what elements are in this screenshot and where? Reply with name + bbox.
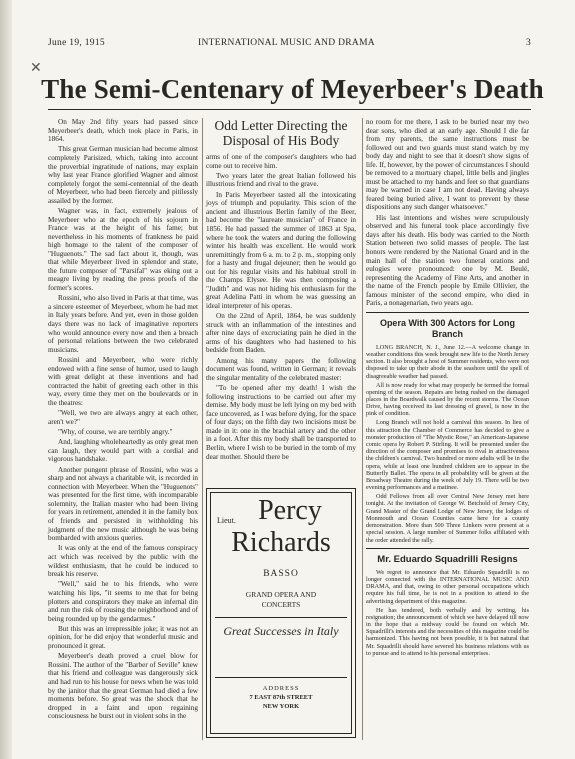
paragraph: And, laughing wholeheartedly as only great men can laugh, they would part with a cordial and vigorous handshake. [48,438,198,464]
binding-gutter [0,0,12,759]
ad-last-name: Richards [231,527,331,558]
ad-address-label: ADDRESS [262,685,300,692]
paragraph: "Well," said he to his friends, who were watching his lips, "it seems to me that for being plotters and conspirators they make an infernal din and run the risk of rousing the neighborhood and of being rounded up by the gendarmes." [48,580,198,623]
section-rule [366,548,529,549]
ad-specialty-1: GRAND OPERA AND [245,590,317,599]
section-rule [366,312,529,313]
ad-tagline: Great Successes in Italy [223,624,339,638]
paragraph: "Well, we two are always angry at each other, aren't we?" [48,409,198,426]
headline-rule [48,109,531,110]
paragraph: But this was an irrepressible joke; it was not an opinion, for he did enjoy that wonderful music and pronounced it great. [48,624,198,651]
paragraph: Another pungent phrase of Rossini, who was a sharp and not always a charitable wit, is recorded in connection with Meyerbeer. When the "Huguenots" was presented for the first time, with incomparable solemnity, the Italian master who had been living for years in retirement, attended it in the family box of friends and persisted in withholding his judgment of the new music although he was being bombarded with anxious queries. [48,465,198,543]
paragraph: All is now ready for what may properly be termed the formal opening of the season. Repairs are being rushed on the damaged places in the Boardwalk caused by the recent storms. The Ocean Drive, having received its last dressing of gravel, is now in the pink of condition. [366,381,529,418]
magazine-title: INTERNATIONAL MUSIC AND DRAMA [198,38,375,48]
paragraph: On the 22nd of April, 1864, he was suddenly struck with an inflammation of the intestines and after nine days of excruciating pain he died in the arms of his daughters who had hastened to his bedside from Baden. [206,312,356,355]
sub-heading: Odd Letter Directing the Disposal of His Body [214,118,348,148]
ad-voice-type: BASSO [263,569,299,579]
paragraph: Wagner was, in fact, extremely jealous of Meyerbeer who at the epoch of his sojourn in France was at the height of his fame; but nevertheless in his moments of frankness he paid high homage to the talent of the composer of "Huguenots." The sad fact about it, though, was that while Meyerbeer lived in splendor and state, the future composer of "Parsifal" was eking out a meagre living by reading the press proofs of the former's scores. [48,207,198,292]
paragraph: "To be opened after my death! I wish the following instructions to be carried out after my demise. My body must be left lying on my bed with face uncovered, as I was before dying, for the space of four days; on the fifth day two incisions must be made in it: one in the brachial artery and the other in a foot. After this my body shall be transported to Berlin, where I wish to be buried in the tomb of my dear mother. Should there be [206,384,356,461]
paragraph: Rossini and Meyerbeer, who were richly endowed with a fine sense of humor, used to laugh with great delight at these inventions and had contracted the habit of greeting each other in this way, every time they met on the boulevards or in the theatres: [48,355,198,407]
issue-date: June 19, 1915 [48,38,105,48]
opera-heading: Opera With 300 Actors for Long Branch [379,317,516,339]
article-column-1 [48,118,198,723]
article-column-3 [366,118,529,659]
paragraph: arms of one of the composer's daughters who had come out to receive him. [206,153,356,170]
page-number: 3 [525,38,531,48]
ad-specialty-2: CONCERTS [261,600,301,609]
ad-rule [215,677,347,678]
paragraph: Two years later the great Italian followed his illustrious friend and rival to the grave. [206,171,356,189]
paragraph: His last intentions and wishes were scrupulously observed and his funeral took place accordingly five days after his death. His body was carried to the North Station between two solid masses of people. The last honors were rendered by the National Guard and in the main hall of the station two funeral orations and eulogies were pronounced: one by M. Beulé, representing the Academy of Fine Arts, and another in the name of the French people by Emile Ollivier, the famous minister of the second empire, who died in Paris, a nonagenarian, two years ago. [366,213,529,308]
paragraph: He has tendered, both verbally and by writing, his resignation; the announcement of which we have delayed till now in the hope that a midway could be found on which Mr. Squadrilli's interests and the necessities of this magazine could be harmonized. This having not been possible, it is but natural that Mr. Squadrilli should have severed his business relations with us to pursue and to attend to his personal enterprises. [366,606,529,657]
column-rule [202,118,203,740]
paragraph: "Why, of course, we are terribly angry." [58,427,173,436]
article-headline: The Semi-Centenary of Meyerbeer's Death [41,74,544,104]
ad-rank: Lieut. [217,516,236,525]
paragraph: It was only at the end of the famous conspiracy act which was received by the public with the wildest enthusiasm, that he could be induced to break his reserve. [48,544,198,579]
article-column-2 [206,118,356,463]
ad-city: NEW YORK [262,703,300,710]
paragraph: In Paris Meyerbeer tasted all the intoxicating joys of triumph and popularity. This scion of the ancient and illustrious Berlin family of the Beer, had become the "laureate musician" of France in 1856. He had passed the summer of 1863 at Spa, where he took the waters and during the following winter his health was excellent. He would work unremittingly from 6 a. m. to 2 p. m., stopping only for a hasty and frugal dejeuner; then he would go out for his regular visits and his habitual stroll in the Champs Elysee. He was then composing a "Judith" and was not hiding his enthusiasm for the great Adelina Patti in whom he was guessing an ideal interpreter of his operas. [206,190,356,310]
advertisement-percy-richards [206,488,356,738]
running-head [48,38,531,52]
paragraph: LONG BRANCH, N. J., June 12.—A welcome change in weather conditions this week brought new life to the North Jersey section. It also brought a host of Summer residents, who were not disposed to take up their abode in the seashore until the spell of disagreeable weather had passed. [366,343,529,380]
ad-street: 7 EAST 87th STREET [249,694,313,701]
paragraph: Long Branch will not hold a carnival this season. In lieu of this attraction the Chamber of Commerce has decided to give a monster production of "The Mystic Rose," an American-Japanese comic opera by Robert P. Stirling. It will be presented under the direction of the composer and promises to rival in attractiveness the children's carnival. Two hundred or more adults will be in the opera, while at least one hundred children are to appear in the Butterfly Ballet. The opera in all probability will be given at the Broadway Theatre during the week of July 19. There will be two evening performances and a matinee. [366,419,529,492]
paragraph: This great German musician had become almost completely Parisized, which, taking into account the proverbial ingratitude of nations, may explain why last year France glorified Wagner and almost completely forgot the semi-centennial of the death of Meyerbeer, who had been fiercely and pitilessly assailed by the former. [48,145,198,205]
paragraph: Meyerbeer's death proved a cruel blow for Rossini. The author of the "Barber of Seville" knew that his friend and colleague was dangerously sick and had run to his house for news when he was told by the janitor that the great German had died a few moments before. So great was the shock that he dropped in a faint and upon regaining consciousness he burst out in violent sobs in the [48,652,198,721]
paragraph: We regret to announce that Mr. Eduardo Squadrilli is no longer connected with the INTERNATIONAL MUSIC AND DRAMA, and that, owing to other personal occupations which require his full time, he is not in a position to attend to the advertising department of this magazine. [366,568,529,605]
paragraph: Odd Fellows from all over Central New Jersey met here tonight. At the invitation of George W. Betchold of Jersey City, Grand Master of the Grand Lodge of New Jersey, the lodges of Monmouth and Ocean Counties came here for a county demonstration. More than 500 Three Linkers were present at a special session. A large number of Summer folks affiliated with the order attended the rally. [366,493,529,544]
paragraph: Rossini, who also lived in Paris at that time, was a sincere esteemer of Meyerbeer, whom he had met in Italy years before. And yet, even in those golden days there was no lack of imaginative reporters who would announce every now and then a breach of personal relations between the two celebrated musicians. [48,294,198,354]
pencil-mark-icon: ✕ [30,61,42,76]
squadrilli-heading: Mr. Eduardo Squadrilli Resigns [377,553,518,565]
column-rule [362,118,363,740]
paragraph: On May 2nd fifty years had passed since Meyerbeer's death, which took place in Paris, in 1864. [48,118,198,144]
ad-first-name: Percy [258,495,322,526]
paragraph: Among his many papers the following document was found, written in German; it reveals the singular mentality of the celebrated master: [206,356,356,382]
paragraph: no room for me there, I ask to be buried near my two dear sons, who died at an early age. Should I die far from my parents, the same instructions must be followed out and two guards must stand watch by my body day and night to see that it doesn't show signs of life. If, however, by the power of circumstances I should be removed to a mortuary chapel, little bells and jingles must be attached to my hands and feet so that guardians may be warned in case I am not dead. Having always feared being buried alive, I want to prevent by these dispositions any such danger whatsoever." [366,118,529,212]
ad-rule [215,617,347,618]
